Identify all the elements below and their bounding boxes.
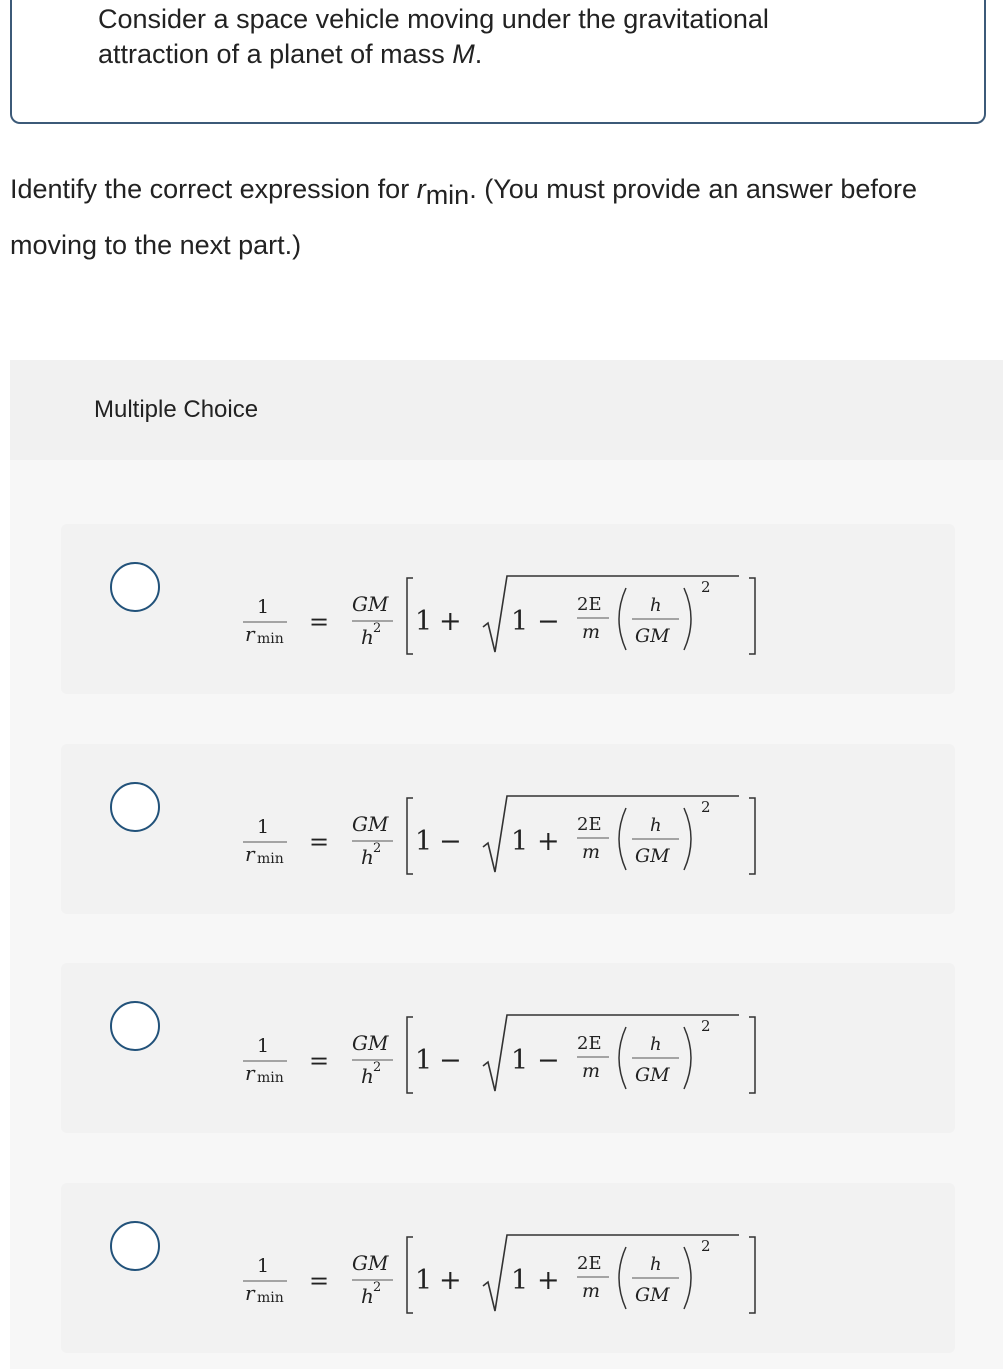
- multiple-choice-header: [10, 360, 1003, 460]
- formula-2e: 2E: [577, 1253, 602, 1274]
- formula-graphic: [221, 1223, 761, 1323]
- formula-one: 1: [257, 1255, 270, 1277]
- formula-one-inner: 1: [511, 606, 529, 637]
- right-bracket: [749, 1017, 755, 1093]
- formula-m: m: [582, 1280, 601, 1302]
- formula-r: r: [245, 1281, 255, 1305]
- formula-equals: =: [309, 608, 330, 636]
- formula-m: m: [582, 1060, 601, 1082]
- formula-gm-den: GM: [635, 625, 670, 647]
- left-paren: [619, 1247, 626, 1309]
- answer-option-1[interactable]: [61, 524, 955, 694]
- formula-power: 2: [701, 798, 711, 816]
- right-bracket: [749, 578, 755, 654]
- right-paren: [684, 808, 691, 870]
- formula-one-outer: 1: [415, 606, 433, 637]
- formula-one: 1: [257, 596, 270, 618]
- question-text: [10, 164, 985, 270]
- outer-sign: +: [439, 1265, 462, 1296]
- question-prefix: Identify the correct expression for: [10, 174, 417, 204]
- question-suffix: . (You must provide an answer before moving to the next part.): [10, 174, 917, 260]
- formula-r: r: [245, 622, 255, 646]
- context-text: [98, 2, 769, 72]
- formula-gm: GM: [352, 592, 389, 616]
- radio-button-option-1[interactable]: [110, 562, 160, 612]
- formula-graphic: [221, 1003, 761, 1103]
- formula-min: min: [257, 851, 284, 867]
- formula-one: 1: [257, 816, 270, 838]
- formula-h-num: h: [650, 1254, 662, 1275]
- formula-min: min: [257, 631, 284, 647]
- outer-sign: −: [439, 826, 462, 857]
- formula-h-sq: 2: [373, 1060, 382, 1075]
- formula-m: m: [582, 621, 601, 643]
- left-bracket: [407, 578, 413, 654]
- formula-gm: GM: [352, 1031, 389, 1055]
- multiple-choice-panel: [10, 360, 1003, 1369]
- inner-sign: −: [537, 1045, 560, 1076]
- formula-h-sq: 2: [373, 841, 382, 856]
- right-paren: [684, 1247, 691, 1309]
- left-paren: [619, 1027, 626, 1089]
- formula-one-inner: 1: [511, 1265, 529, 1296]
- formula-h-sq: 2: [373, 621, 382, 636]
- formula-power: 2: [701, 1237, 711, 1255]
- answer-option-2[interactable]: [61, 744, 955, 914]
- formula-2e: 2E: [577, 594, 602, 615]
- answer-option-4[interactable]: [61, 1183, 955, 1353]
- formula-gm-den: GM: [635, 1284, 670, 1306]
- left-bracket: [407, 798, 413, 874]
- formula-h-num: h: [650, 815, 662, 836]
- inner-sign: +: [537, 1265, 560, 1296]
- outer-sign: +: [439, 606, 462, 637]
- formula-one-inner: 1: [511, 826, 529, 857]
- formula-r: r: [245, 842, 255, 866]
- right-bracket: [749, 798, 755, 874]
- radio-button-option-2[interactable]: [110, 782, 160, 832]
- formula-one-outer: 1: [415, 1265, 433, 1296]
- answer-option-3[interactable]: [61, 963, 955, 1133]
- right-paren: [684, 1027, 691, 1089]
- inner-sign: −: [537, 606, 560, 637]
- right-bracket: [749, 1237, 755, 1313]
- formula-gm-den: GM: [635, 1064, 670, 1086]
- left-bracket: [407, 1237, 413, 1313]
- formula-h: h: [361, 1284, 374, 1308]
- formula-gm-den: GM: [635, 845, 670, 867]
- formula-m: m: [582, 841, 601, 863]
- formula-equals: =: [309, 1267, 330, 1295]
- formula-one: 1: [257, 1035, 270, 1057]
- context-box: [10, 0, 986, 124]
- radio-button-option-4[interactable]: [110, 1221, 160, 1271]
- formula: [221, 784, 761, 884]
- formula-2e: 2E: [577, 814, 602, 835]
- formula: [221, 1223, 761, 1323]
- inner-sign: +: [537, 826, 560, 857]
- formula-one-outer: 1: [415, 1045, 433, 1076]
- formula-gm: GM: [352, 812, 389, 836]
- formula-h: h: [361, 1064, 374, 1088]
- left-paren: [619, 808, 626, 870]
- formula-graphic: [221, 784, 761, 884]
- formula-h-sq: 2: [373, 1280, 382, 1295]
- radio-button-option-3[interactable]: [110, 1001, 160, 1051]
- context-line1: Consider a space vehicle moving under the gravitational: [98, 4, 769, 34]
- outer-sign: −: [439, 1045, 462, 1076]
- formula-h-num: h: [650, 1034, 662, 1055]
- multiple-choice-title: Multiple Choice: [94, 396, 259, 423]
- formula-h: h: [361, 845, 374, 869]
- formula: [221, 1003, 761, 1103]
- question-r-var: r: [416, 174, 426, 204]
- formula-gm: GM: [352, 1251, 389, 1275]
- context-line2-suffix: .: [474, 39, 483, 69]
- formula-equals: =: [309, 1047, 330, 1075]
- formula-graphic: [221, 564, 761, 664]
- formula-r: r: [245, 1061, 255, 1085]
- formula-h-num: h: [650, 595, 662, 616]
- context-mass-var: M: [452, 39, 475, 69]
- formula-one-inner: 1: [511, 1045, 529, 1076]
- formula-power: 2: [701, 578, 711, 596]
- formula-one-outer: 1: [415, 826, 433, 857]
- left-bracket: [407, 1017, 413, 1093]
- formula-2e: 2E: [577, 1033, 602, 1054]
- formula-min: min: [257, 1070, 284, 1086]
- context-line2-prefix: attraction of a planet of mass: [98, 39, 453, 69]
- left-paren: [619, 588, 626, 650]
- right-paren: [684, 588, 691, 650]
- formula-h: h: [361, 625, 374, 649]
- formula-min: min: [257, 1290, 284, 1306]
- formula-power: 2: [701, 1017, 711, 1035]
- formula: [221, 564, 761, 664]
- question-r-sub: min: [425, 180, 470, 210]
- formula-equals: =: [309, 828, 330, 856]
